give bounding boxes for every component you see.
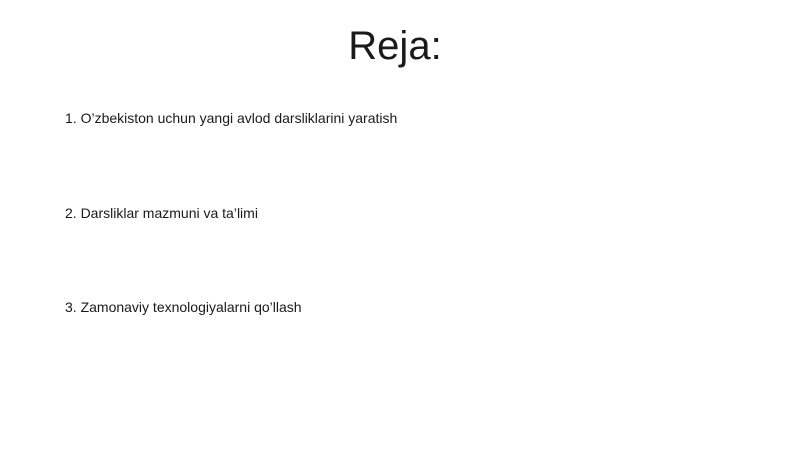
agenda-item-3: 3. Zamonaviy texnologiyalarni qo’llash (65, 299, 302, 315)
slide-title: Reja: (348, 24, 442, 68)
agenda-item-1: 1. O’zbekiston uchun yangi avlod darsliklarini yaratish (65, 110, 398, 126)
agenda-item-2: 2. Darsliklar mazmuni va ta’limi (65, 205, 258, 221)
